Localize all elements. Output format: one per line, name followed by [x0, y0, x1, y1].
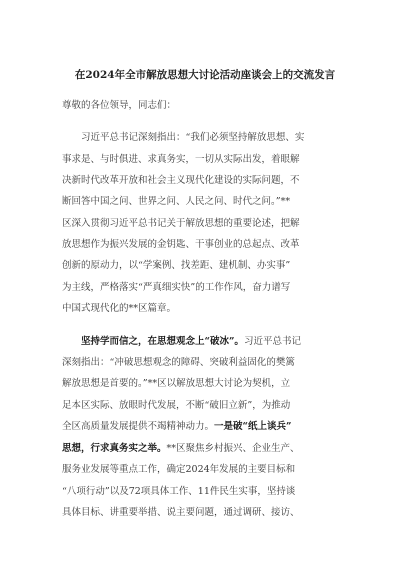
paragraph-line: 深刻指出：“冲破思想观念的障碍、突破利益固化的樊篱: [62, 357, 295, 368]
paragraph-line: 放思想作为振兴发展的金钥匙、干事创业的总起点、改革: [62, 239, 300, 250]
salutation: 尊敬的各位领导，同志们：: [62, 100, 177, 111]
paragraph-line: 创新的原动力，以“学案例、找差距、建机制、办实事”: [62, 260, 291, 271]
paragraph-line: 解放思想是首要的。”**区以解放思想大讨论为契机，立: [62, 378, 291, 389]
paragraph-line: [62, 440, 300, 454]
paragraph-line: 事求是、与时俱进、求真务实，一切从实际出发，着眼解: [62, 154, 300, 165]
paragraph-line: [81, 333, 301, 347]
paragraph-line: 具体目标、讲重要举措、说主要问题，通过调研、接访、: [62, 507, 300, 518]
paragraph-line: 服务业发展等重点工作，确定2024年发展的主要目标和: [62, 464, 296, 475]
paragraph-line: 为主线，严格落实“严真细实快”的工作作风，奋力谱写: [62, 282, 291, 293]
paragraph-line: 足本区实际、放眼时代发展，不断“破旧立新”，为推动: [62, 400, 291, 411]
section-heading: 坚持学而信之，在思想观念上“破冰”。: [81, 336, 244, 347]
paragraph-line: 断回答中国之问、世界之问、人民之问、时代之问。”**: [62, 196, 291, 207]
subsection-heading: 一是破“纸上谈兵”: [214, 421, 292, 432]
document-title: 在2024年全市解放思想大讨论活动座谈会上的交流发言: [74, 69, 336, 81]
paragraph-line: 区深入贯彻习近平总书记关于解放思想的重要论述，把解: [62, 218, 300, 229]
paragraph-text: 全区高质量发展提供不竭精神动力。: [62, 421, 215, 432]
paragraph-line: 决新时代改革开放和社会主义现代化建设的实际问题，不: [62, 175, 300, 186]
paragraph-line: “八项行动”以及72项具体工作、11件民生实事，坚持谈: [62, 486, 296, 497]
paragraph-line: 习近平总书记深刻指出：“我们必须坚持解放思想、实: [81, 132, 305, 143]
subsection-heading-cont: 思想，行求真务实之举。: [62, 443, 167, 454]
paragraph-line: [62, 418, 291, 432]
paragraph-line: 中国式现代化的**区篇章。: [62, 303, 177, 314]
paragraph-text: **区聚焦乡村振兴、企业生产、: [166, 443, 300, 454]
paragraph-text: 习近平总书记: [243, 336, 301, 347]
